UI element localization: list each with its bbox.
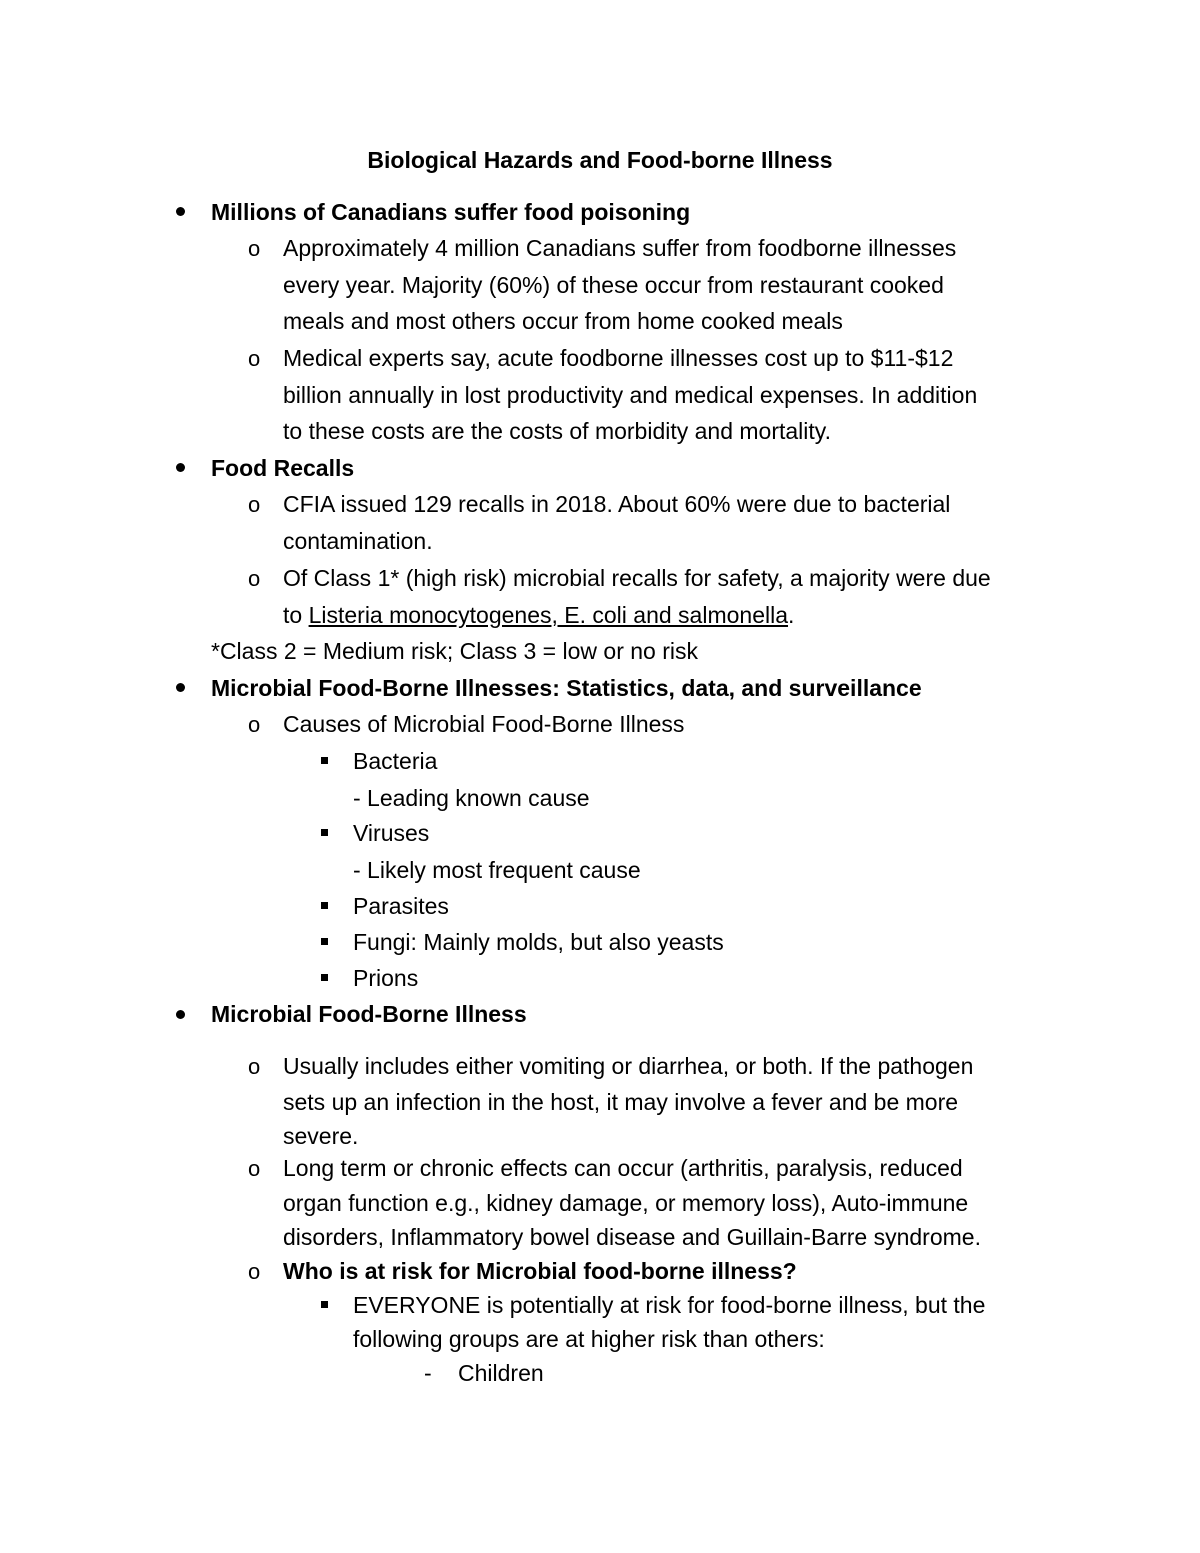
class-note: *Class 2 = Medium risk; Class 3 = low or no risk [211, 638, 698, 664]
section-heading-millions: Millions of Canadians suffer food poisoning [211, 199, 691, 225]
bullet-dot [176, 1010, 185, 1019]
bullet-square [321, 829, 328, 836]
text-line: every year. Majority (60%) of these occur from restaurant cooked [283, 272, 944, 298]
cause-parasites: Parasites [353, 893, 449, 919]
bullet-circle: o [248, 236, 261, 261]
text-line: disorders, Inflammatory bowel disease and Guillain-Barre syndrome. [283, 1224, 981, 1250]
cause-fungi: Fungi: Mainly molds, but also yeasts [353, 929, 724, 955]
text-line: organ function e.g., kidney damage, or memory loss), Auto-immune [283, 1190, 969, 1216]
text-line: contamination. [283, 528, 433, 554]
text-line: sets up an infection in the host, it may involve a fever and be more [283, 1089, 959, 1115]
text-line: Of Class 1* (high risk) microbial recalls for safety, a majority were due [283, 565, 991, 591]
section-heading-statistics: Microbial Food-Borne Illnesses: Statistics, data, and surveillance [211, 675, 922, 701]
bullet-square [321, 1301, 328, 1308]
text-fragment: to [283, 602, 309, 628]
cause-prions: Prions [353, 965, 419, 991]
bullet-dot [176, 463, 185, 472]
risk-question: Who is at risk for Microbial food-borne illness? [283, 1258, 797, 1284]
bullet-dot [176, 207, 185, 216]
text-line: Causes of Microbial Food-Borne Illness [283, 711, 685, 737]
text-line: meals and most others occur from home cooked meals [283, 308, 843, 334]
cause-bacteria-note: - Leading known cause [353, 785, 590, 811]
bullet-circle: o [248, 492, 261, 517]
cause-bacteria: Bacteria [353, 748, 438, 774]
section-heading-illness: Microbial Food-Borne Illness [211, 1001, 527, 1027]
bullet-circle: o [248, 1259, 261, 1284]
dash-marker: - [424, 1360, 432, 1386]
bullet-circle: o [248, 712, 261, 737]
bullet-circle: o [248, 1054, 261, 1079]
text-line: following groups are at higher risk than others: [353, 1326, 825, 1352]
page-title: Biological Hazards and Food-borne Illness [367, 147, 833, 173]
bullet-circle: o [248, 346, 261, 371]
text-line: to these costs are the costs of morbidity and mortality. [283, 418, 831, 444]
bullet-square [321, 902, 328, 909]
text-fragment: . [788, 602, 795, 628]
risk-group-children: Children [458, 1360, 544, 1386]
bullet-circle: o [248, 566, 261, 591]
text-line: severe. [283, 1123, 359, 1149]
text-line: billion annually in lost productivity and medical expenses. In addition [283, 382, 978, 408]
cause-viruses-note: - Likely most frequent cause [353, 857, 641, 883]
text-line: EVERYONE is potentially at risk for food-borne illness, but the [353, 1292, 986, 1318]
bullet-square [321, 974, 328, 981]
text-line: Usually includes either vomiting or diarrhea, or both. If the pathogen [283, 1053, 974, 1079]
text-line: Long term or chronic effects can occur (arthritis, paralysis, reduced [283, 1155, 963, 1181]
text-line: Approximately 4 million Canadians suffer from foodborne illnesses [283, 235, 957, 261]
text-line-pathogens [283, 600, 794, 630]
bullet-circle: o [248, 1156, 261, 1181]
bullet-square [321, 757, 328, 764]
section-heading-food-recalls: Food Recalls [211, 455, 355, 481]
bullet-square [321, 938, 328, 945]
text-line: CFIA issued 129 recalls in 2018. About 60% were due to bacterial [283, 491, 951, 517]
bullet-dot [176, 683, 185, 692]
cause-viruses: Viruses [353, 820, 430, 846]
text-line: Medical experts say, acute foodborne illnesses cost up to $11-$12 [283, 345, 954, 371]
underlined-pathogens: Listeria monocytogenes, E. coli and salmonella [308, 602, 789, 628]
